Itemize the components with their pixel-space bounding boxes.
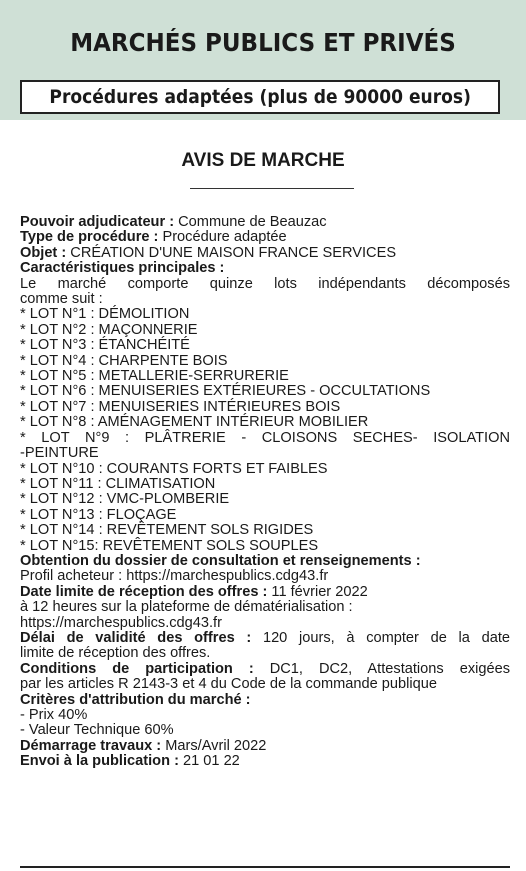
pouvoir-value: Commune de Beauzac	[174, 214, 327, 230]
validite-label: Délai de validité des offres :	[20, 629, 252, 646]
demarrage-line	[20, 739, 510, 754]
lot-item: * LOT N°10 : COURANTS FORTS ET FAIBLES	[20, 460, 328, 477]
objet-label: Objet :	[20, 244, 67, 261]
demarrage-label: Démarrage travaux :	[20, 737, 162, 754]
conditions-line-2: par les articles R 2143-3 et 4 du Code de la commande publique	[20, 676, 437, 693]
critere-item: - Prix 40%	[20, 707, 88, 723]
section-title: MARCHÉS PUBLICS ET PRIVÉS	[70, 28, 456, 57]
lot-item: * LOT N°5 : METALLERIE-SERRURERIE	[20, 368, 289, 385]
date-limite-label: Date limite de réception des offres :	[20, 583, 268, 600]
date-limite-url: https://marchespublics.cdg43.fr	[20, 614, 222, 631]
type-value: Procédure adaptée	[158, 229, 287, 246]
procedure-subtitle-box	[20, 80, 500, 114]
procedure-subtitle: Procédures adaptées (plus de 90000 euros)	[49, 86, 471, 108]
bottom-divider	[20, 866, 510, 868]
critere-item: - Valeur Technique 60%	[20, 722, 174, 739]
criteres-label: Critères d'attribution du marché :	[20, 691, 251, 708]
caracteristiques-label: Caractéristiques principales :	[20, 260, 225, 277]
caracteristiques-text-2: comme suit :	[20, 291, 103, 308]
objet-line	[20, 246, 510, 261]
lot-item: * LOT N°13 : FLOÇAGE	[20, 506, 177, 523]
lot-item: * LOT N°11 : CLIMATISATION	[20, 475, 216, 492]
lot-item: * LOT N°9 : PLÂTRERIE - CLOISONS SECHES- ISOLATION	[20, 429, 510, 446]
lot-item: * LOT N°6 : MENUISERIES EXTÉRIEURES - OCCULTATIONS	[20, 383, 431, 400]
validite-line-2: limite de réception des offres.	[20, 645, 211, 662]
conditions-value: DC1, DC2, Attestations exigées	[253, 660, 511, 677]
title-divider	[190, 188, 354, 189]
type-label: Type de procédure :	[20, 229, 159, 246]
obtention-label: Obtention du dossier de consultation et renseignements :	[20, 552, 421, 569]
conditions-line	[20, 662, 510, 677]
notice-title: AVIS DE MARCHE	[181, 150, 345, 171]
demarrage-value: Mars/Avril 2022	[161, 737, 267, 754]
notice-body	[20, 215, 510, 770]
pouvoir-line	[20, 215, 510, 230]
lot-item: * LOT N°15: REVÊTEMENT SOLS SOUPLES	[20, 537, 319, 554]
envoi-label: Envoi à la publication :	[20, 753, 179, 770]
lot-item: * LOT N°8 : AMÉNAGEMENT INTÉRIEUR MOBILIER	[20, 414, 369, 431]
validite-value: 120 jours, à compter de la date	[251, 629, 510, 646]
lot-item: * LOT N°14 : REVÊTEMENT SOLS RIGIDES	[20, 522, 314, 539]
envoi-line	[20, 754, 510, 769]
date-limite-line	[20, 585, 510, 600]
lot-item: * LOT N°7 : MENUISERIES INTÉRIEURES BOIS	[20, 398, 341, 415]
obtention-value: Profil acheteur : https://marchespublics.cdg43.fr	[20, 568, 329, 585]
lot-item: * LOT N°1 : DÉMOLITION	[20, 306, 190, 323]
date-limite-line-2: à 12 heures sur la plateforme de dématérialisation :	[20, 599, 353, 616]
type-line	[20, 230, 510, 245]
lot-item-continued: -PEINTURE	[20, 445, 99, 462]
date-limite-value: 11 février 2022	[267, 583, 368, 600]
envoi-value: 21 01 22	[178, 753, 240, 770]
validite-line	[20, 631, 510, 646]
caracteristiques-text: Le marché comporte quinze lots indépendants décomposés	[20, 275, 510, 292]
pouvoir-label: Pouvoir adjudicateur :	[20, 214, 175, 230]
lot-item: * LOT N°2 : MAÇONNERIE	[20, 321, 198, 338]
lot-item: * LOT N°4 : CHARPENTE BOIS	[20, 352, 228, 369]
lot-item: * LOT N°3 : ÉTANCHÉITÉ	[20, 337, 190, 354]
lot-item: * LOT N°12 : VMC-PLOMBERIE	[20, 491, 230, 508]
conditions-label: Conditions de participation :	[20, 660, 254, 677]
objet-value: CRÉATION D'UNE MAISON FRANCE SERVICES	[66, 244, 397, 261]
